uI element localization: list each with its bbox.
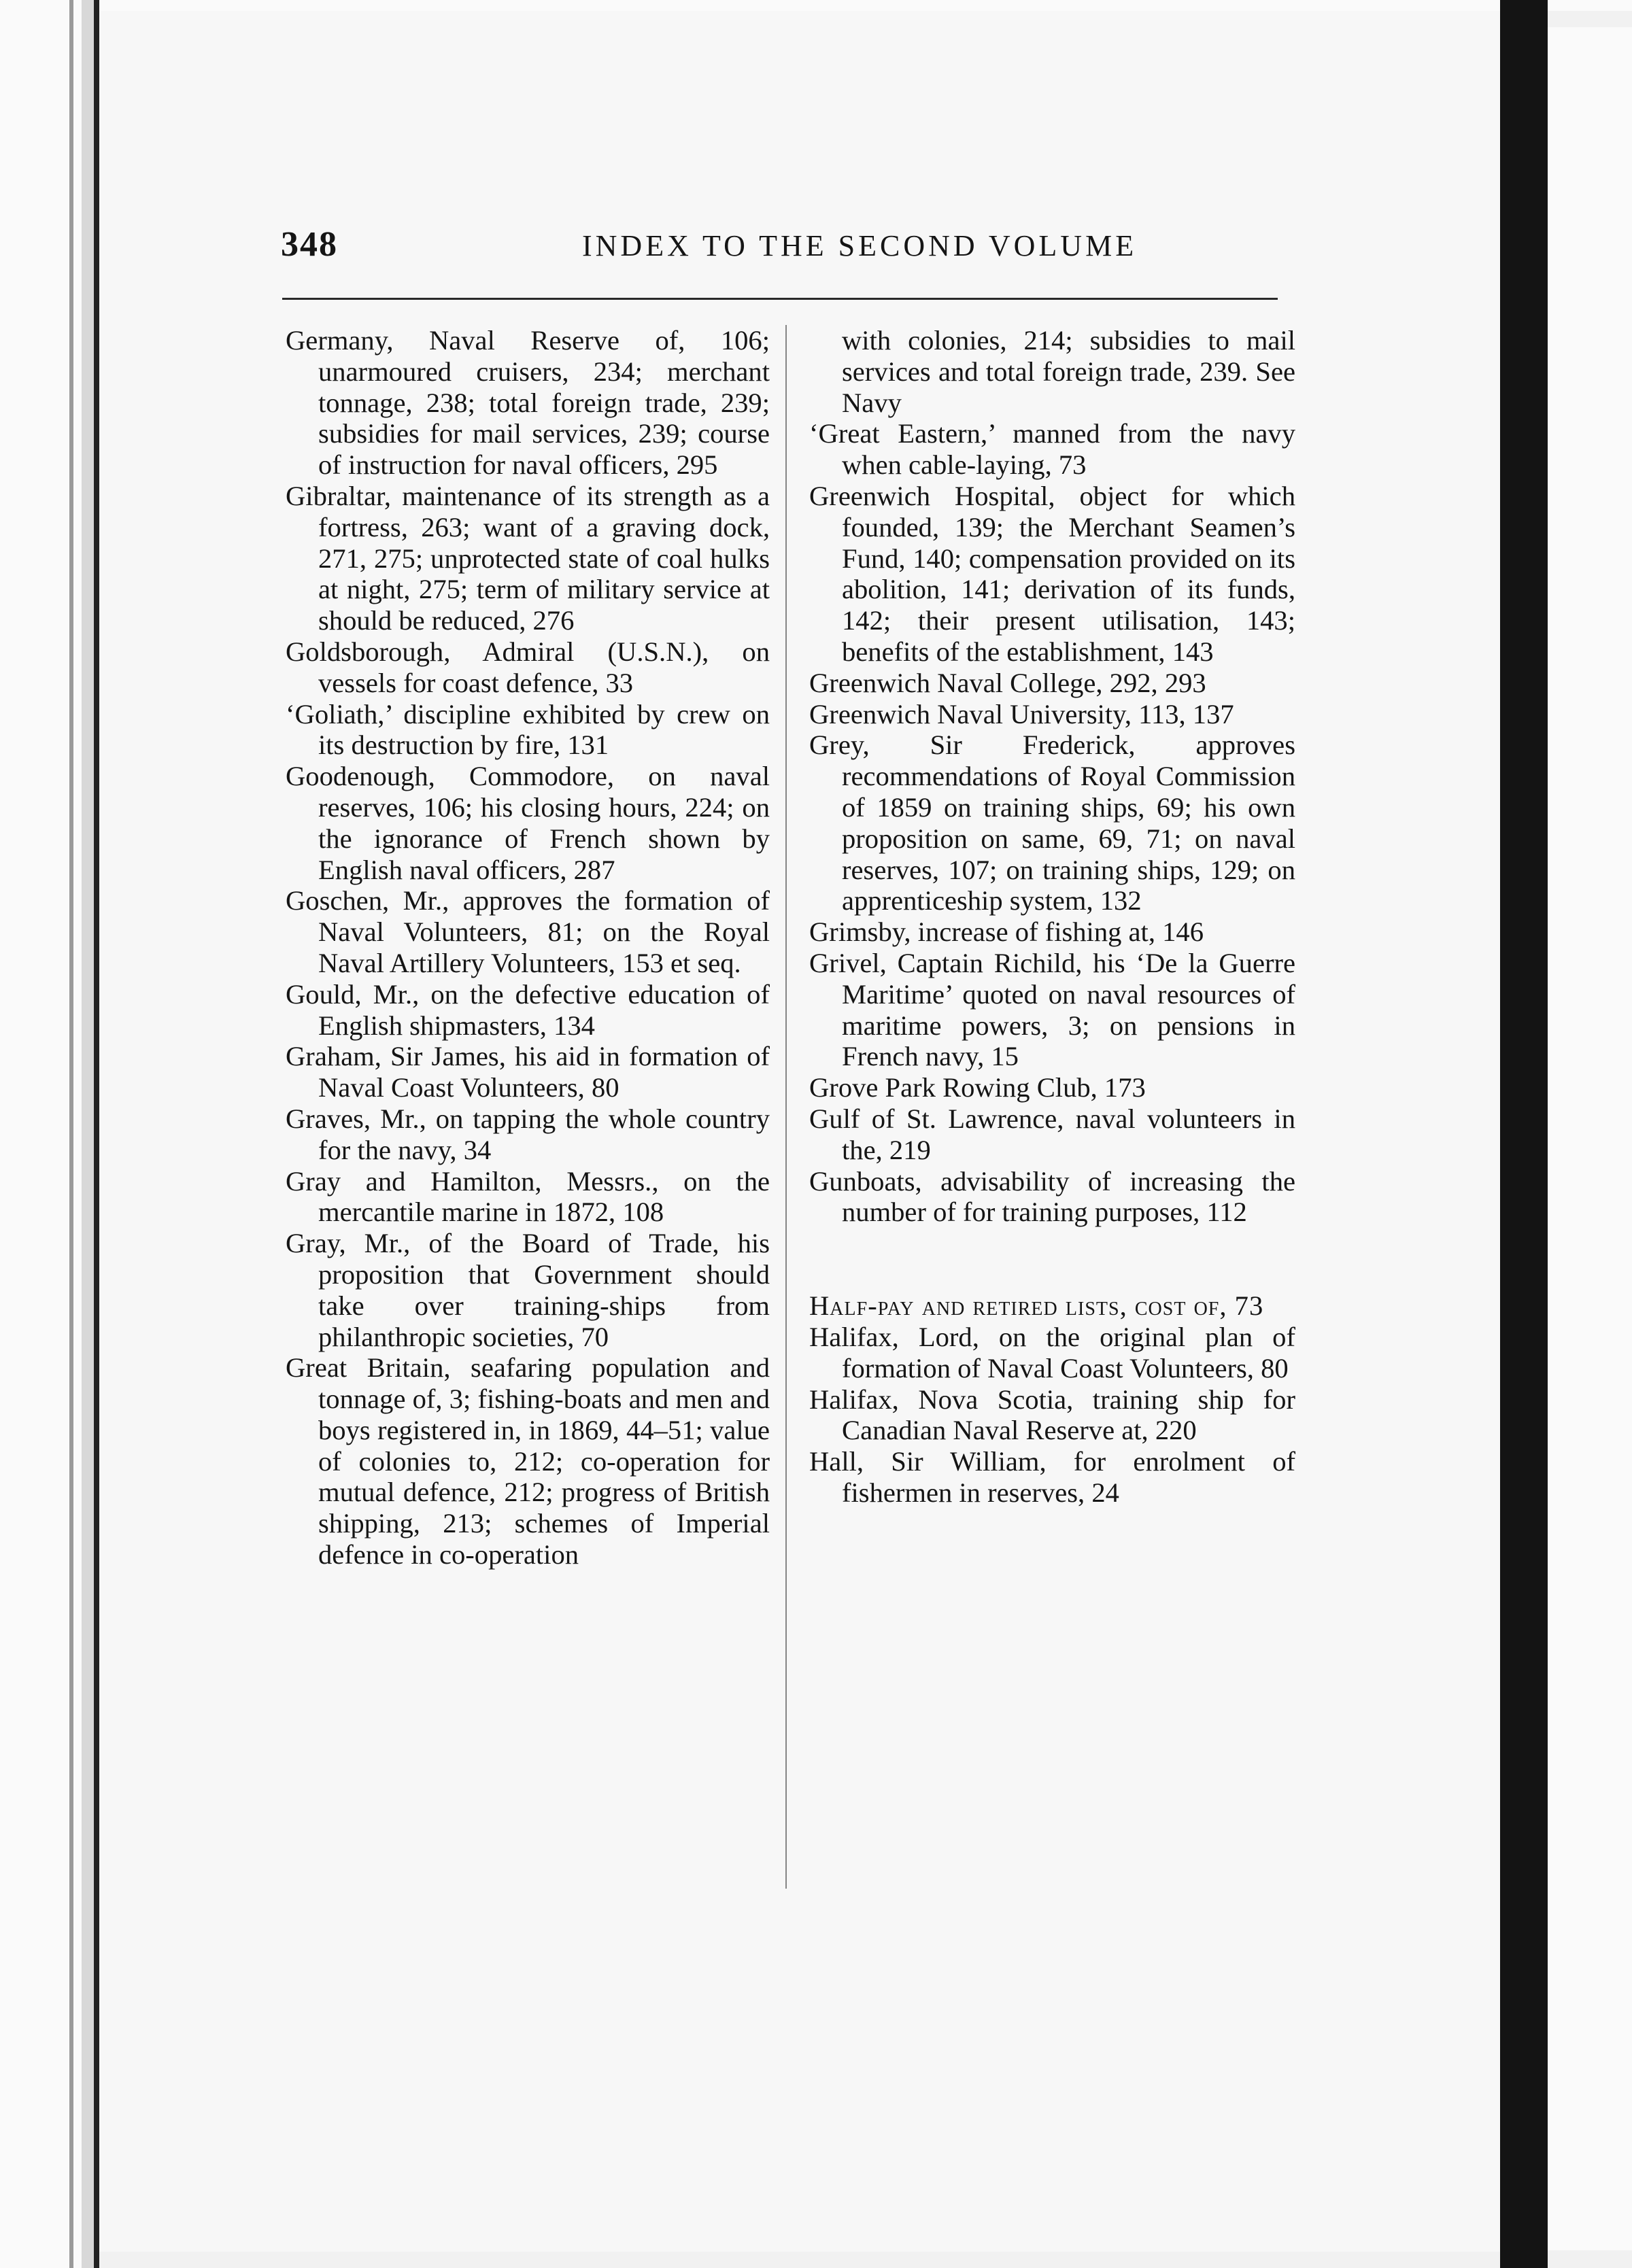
index-entry: Hall, Sir William, for enrolment of fishermen in reserves, 24 bbox=[809, 1446, 1295, 1508]
index-entry: Greenwich Naval College, 292, 293 bbox=[809, 667, 1206, 698]
index-entry: Gould, Mr., on the defective education of English shipmasters, 134 bbox=[286, 978, 770, 1041]
index-entry: ‘Goliath,’ discipline exhibited by crew on its destruction by fire, 131 bbox=[286, 698, 770, 761]
index-entry: Half-pay and retired lists, cost of, 73 bbox=[809, 1290, 1264, 1322]
letter-section-gap bbox=[809, 1228, 1295, 1290]
index-entry: ‘Great Eastern,’ manned from the navy when cable-laying, 73 bbox=[809, 418, 1295, 481]
book-spine-shadow bbox=[1500, 0, 1548, 2268]
page-number: 348 bbox=[281, 225, 338, 264]
index-entry-continuation: with colonies, 214; subsidies to mail services and total foreign trade, 239. See Navy bbox=[842, 325, 1295, 418]
index-entry: Gulf of St. Lawrence, naval volunteers in the, 219 bbox=[809, 1103, 1295, 1165]
index-entry: Gibraltar, maintenance of its strength as a fortress, 263; want of a graving dock, 271, 275; unprotected state of coal hulks at night, 275; term of military service at should be reduced, 276 bbox=[286, 480, 770, 636]
header-rule bbox=[282, 298, 1278, 300]
index-entry: Gunboats, advisability of increasing the number of for training purposes, 112 bbox=[809, 1165, 1295, 1228]
index-entry: Halifax, Nova Scotia, training ship for Canadian Naval Reserve at, 220 bbox=[809, 1384, 1295, 1446]
index-entry: Greenwich Hospital, object for which founded, 139; the Merchant Seamen’s Fund, 140; compensation provided on its abolition, 141; derivation of its funds, 142; their present utilisation, 143; benefits of the establishment, 143 bbox=[809, 480, 1295, 667]
index-entry: Grove Park Rowing Club, 173 bbox=[809, 1072, 1146, 1103]
index-column-left bbox=[286, 325, 770, 1570]
index-entry: Gray, Mr., of the Board of Trade, his proposition that Government should take over training-ships from philanthropic societies, 70 bbox=[286, 1228, 770, 1352]
index-entry: Goschen, Mr., approves the formation of Naval Volunteers, 81; on the Royal Naval Artillery Volunteers, 153 et seq. bbox=[286, 885, 770, 978]
index-entry: Graves, Mr., on tapping the whole country for the navy, 34 bbox=[286, 1103, 770, 1165]
column-divider bbox=[785, 325, 787, 1889]
index-entry: Germany, Naval Reserve of, 106; unarmoured cruisers, 234; merchant tonnage, 238; total foreign trade, 239; subsidies for mail services, 239; course of instruction for naval officers, 295 bbox=[286, 325, 770, 481]
page-header bbox=[184, 224, 1278, 279]
index-entry: Goldsborough, Admiral (U.S.N.), on vessels for coast defence, 33 bbox=[286, 636, 770, 698]
index-entry: Grivel, Captain Richild, his ‘De la Guerre Maritime’ quoted on naval resources of maritime powers, 3; on pensions in French navy, 15 bbox=[809, 947, 1295, 1072]
index-entry: Halifax, Lord, on the original plan of formation of Naval Coast Volunteers, 80 bbox=[809, 1321, 1295, 1384]
index-entry: Great Britain, seafaring population and tonnage of, 3; fishing-boats and men and boys registered in, in 1869, 44–51; value of colonies to, 212; co-operation for mutual defence, 212; progress of British shipping, 213; schemes of Imperial defence in co-operation bbox=[286, 1352, 770, 1570]
facing-page-edge bbox=[1548, 27, 1632, 2250]
index-column-right bbox=[809, 325, 1295, 1509]
index-entry: Graham, Sir James, his aid in formation of Naval Coast Volunteers, 80 bbox=[286, 1041, 770, 1103]
index-entry: Grimsby, increase of fishing at, 146 bbox=[809, 916, 1204, 948]
index-entry: Greenwich Naval University, 113, 137 bbox=[809, 698, 1234, 729]
index-entry: Grey, Sir Frederick, approves recommendations of Royal Commission of 1859 on training ships, 69; his own proposition on same, 69, 71; on naval reserves, 107; on training ships, 129; on apprenticeship system, 132 bbox=[809, 729, 1295, 916]
book-left-edge bbox=[0, 0, 99, 2268]
page-top-edge bbox=[0, 0, 1632, 11]
running-title: INDEX TO THE SECOND VOLUME bbox=[582, 229, 1138, 262]
index-entry: Goodenough, Commodore, on naval reserves, 106; his closing hours, 224; on the ignorance of French shown by English naval officers, 287 bbox=[286, 761, 770, 885]
index-entry: Gray and Hamilton, Messrs., on the mercantile marine in 1872, 108 bbox=[286, 1165, 770, 1228]
